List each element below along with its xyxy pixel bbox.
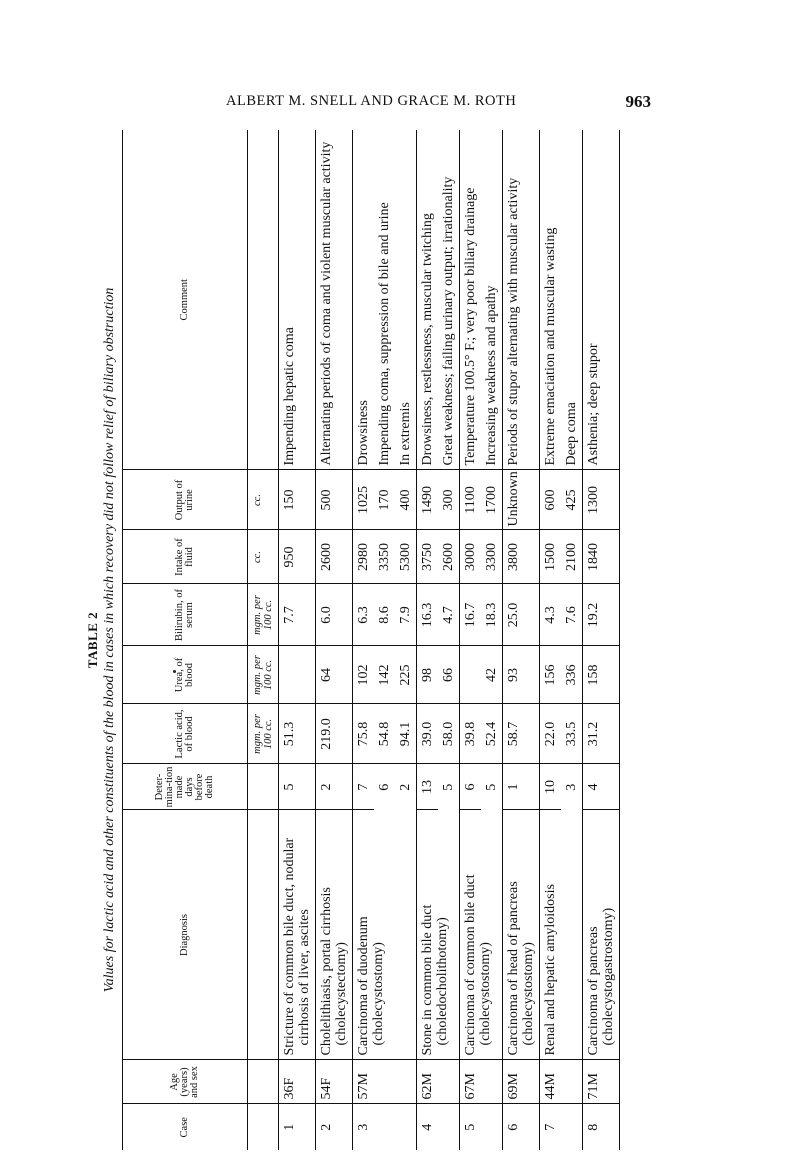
output-value: 400 (395, 470, 417, 530)
lactic-acid-value: 219.0 (316, 704, 353, 764)
data-table (122, 130, 620, 1150)
case-number: 8 (583, 1104, 620, 1150)
table-row (353, 130, 375, 1150)
urea-value: 102 (353, 646, 375, 704)
intake-value: 3750 (417, 530, 439, 584)
urea-value: 142 (374, 646, 395, 704)
urea-value (460, 646, 482, 704)
intake-value: 3000 (460, 530, 482, 584)
age-sex: 44M (540, 1060, 583, 1104)
diagnosis: Carcinoma of duodenum (cholecystostomy) (353, 810, 417, 1060)
days-before-death: 2 (316, 764, 353, 810)
bilirubin-value: 25.0 (503, 584, 540, 646)
output-value: 150 (279, 470, 316, 530)
diagnosis: Renal and hepatic amyloidosis (540, 810, 583, 1060)
output-value: 1025 (353, 470, 375, 530)
bilirubin-value: 18.3 (481, 584, 503, 646)
lactic-acid-value: 54.8 (374, 704, 395, 764)
urea-value: 64 (316, 646, 353, 704)
table-row (583, 130, 620, 1150)
urea-value: 225 (395, 646, 417, 704)
col-header-intake: Intake of fluid (123, 530, 248, 584)
bilirubin-value: 4.3 (540, 584, 562, 646)
age-sex: 54F (316, 1060, 353, 1104)
page-number: 963 (625, 92, 651, 111)
output-value: Unknown (503, 470, 540, 530)
output-value: 500 (316, 470, 353, 530)
output-value: 600 (540, 470, 562, 530)
comment: Drowsiness (353, 130, 375, 470)
lactic-acid-value: 39.8 (460, 704, 482, 764)
output-value: 1300 (583, 470, 620, 530)
page-header (226, 93, 651, 115)
table-body (248, 130, 620, 1150)
header-row (123, 130, 248, 1150)
diagnosis: Stricture of common bile duct, nodular cirrhosis of liver, ascites (279, 810, 316, 1060)
comment: In extremis (395, 130, 417, 470)
col-header-determination: Deter-mina-tion made days before death (123, 764, 248, 810)
table-title: Values for lactic acid and other constituents of the blood in cases in which recovery did not follow relief of biliary obstruction (102, 287, 117, 993)
bilirubin-value: 4.7 (438, 584, 460, 646)
lactic-acid-value: 31.2 (583, 704, 620, 764)
days-before-death: 4 (583, 764, 620, 810)
age-sex: 36F (279, 1060, 316, 1104)
table-row (417, 130, 439, 1150)
urea-value: 158 (583, 646, 620, 704)
case-number: 6 (503, 1104, 540, 1150)
lactic-acid-value: 33.5 (561, 704, 583, 764)
units-cell-empty (248, 130, 279, 470)
output-value: 300 (438, 470, 460, 530)
urea-value: 42 (481, 646, 503, 704)
lactic-acid-value: 75.8 (353, 704, 375, 764)
days-before-death: 5 (279, 764, 316, 810)
comment: Extreme emaciation and muscular wasting (540, 130, 562, 470)
case-number: 1 (279, 1104, 316, 1150)
comment: Drowsiness, restlessness, muscular twitching (417, 130, 439, 470)
days-before-death: 5 (441, 783, 456, 791)
days-before-death: 7 (353, 764, 375, 810)
urea-value: 156 (540, 646, 562, 704)
col-header-output: Output of urine (123, 470, 248, 530)
urea-value (279, 646, 316, 704)
days-before-death: 5 (484, 783, 499, 791)
intake-value: 5300 (395, 530, 417, 584)
comment: Periods of stupor alternating with muscular activity (503, 130, 540, 470)
bilirubin-value: 6.3 (353, 584, 375, 646)
table-caption (86, 130, 120, 1150)
bilirubin-value: 7.9 (395, 584, 417, 646)
intake-value: 3350 (374, 530, 395, 584)
col-header-age: Age (years) and sex (123, 1060, 248, 1104)
col-header-urea: Urea, of blood (123, 646, 248, 704)
comment: Impending hepatic coma (279, 130, 316, 470)
urea-value: 93 (503, 646, 540, 704)
urea-value: 66 (438, 646, 460, 704)
units-intake: cc. (248, 530, 279, 584)
diagnosis: Cholelithiasis, portal cirrhosis (cholecystectomy) (316, 810, 353, 1060)
days-before-death: 6 (377, 783, 392, 791)
age-sex: 71M (583, 1060, 620, 1104)
units-cell-empty (248, 810, 279, 1060)
bilirubin-value: 8.6 (374, 584, 395, 646)
col-header-case: Case (123, 1104, 248, 1150)
case-number: 3 (353, 1104, 417, 1150)
days-before-death: 1 (503, 764, 540, 810)
intake-value: 3300 (481, 530, 503, 584)
col-header-bilirubin: Bilirubin, of serum (123, 584, 248, 646)
bilirubin-value: 7.7 (279, 584, 316, 646)
comment: Deep coma (561, 130, 583, 470)
comment: Asthenia; deep stupor (583, 130, 620, 470)
units-lactic: mgm. per 100 cc. (248, 704, 279, 764)
intake-value: 950 (279, 530, 316, 584)
units-bilirubin: mgm. per 100 cc. (248, 584, 279, 646)
diagnosis: Carcinoma of head of pancreas (cholecystostomy) (503, 810, 540, 1060)
comment: Alternating periods of coma and violent muscular activity (316, 130, 353, 470)
lactic-acid-value: 52.4 (481, 704, 503, 764)
diagnosis: Carcinoma of common bile duct (cholecystostomy) (460, 810, 503, 1060)
units-row (248, 130, 279, 1150)
output-value: 1490 (417, 470, 439, 530)
table-label: TABLE 2 (85, 611, 100, 669)
running-head: ALBERT M. SNELL AND GRACE M. ROTH (226, 93, 517, 109)
col-header-diagnosis: Diagnosis (123, 810, 248, 1060)
output-value: 425 (561, 470, 583, 530)
intake-value: 3800 (503, 530, 540, 584)
bilirubin-value: 16.7 (460, 584, 482, 646)
age-sex: 69M (503, 1060, 540, 1104)
table-row (460, 130, 482, 1150)
diagnosis: Carcinoma of pancreas (cholecystogastrostomy) (583, 810, 620, 1060)
intake-value: 2980 (353, 530, 375, 584)
days-before-death: 3 (564, 783, 579, 791)
units-cell-empty (248, 764, 279, 810)
lactic-acid-value: 22.0 (540, 704, 562, 764)
age-sex: 67M (460, 1060, 503, 1104)
intake-value: 1840 (583, 530, 620, 584)
urea-value: 98 (417, 646, 439, 704)
bilirubin-value: 19.2 (583, 584, 620, 646)
lactic-acid-value: 58.0 (438, 704, 460, 764)
diagnosis: Stone in common bile duct (choledocholithotomy) (417, 810, 460, 1060)
output-value: 1100 (460, 470, 482, 530)
output-value: 170 (374, 470, 395, 530)
urea-value: 336 (561, 646, 583, 704)
units-urea: mgm. per 100 cc. (248, 646, 279, 704)
lactic-acid-value: 39.0 (417, 704, 439, 764)
intake-value: 2600 (438, 530, 460, 584)
case-number: 7 (540, 1104, 583, 1150)
intake-value: 2100 (561, 530, 583, 584)
days-before-death: 2 (398, 783, 413, 791)
intake-value: 1500 (540, 530, 562, 584)
comment: Temperature 100.5° F.; very poor biliary drainage (460, 130, 482, 470)
bilirubin-value: 16.3 (417, 584, 439, 646)
lactic-acid-value: 94.1 (395, 704, 417, 764)
rotated-table-block (86, 130, 678, 1150)
case-number: 2 (316, 1104, 353, 1150)
days-before-death: 10 (540, 764, 562, 810)
units-cell-empty (248, 1060, 279, 1104)
days-before-death: 13 (417, 764, 439, 810)
units-cell-empty (248, 1104, 279, 1150)
days-before-death: 6 (460, 764, 482, 810)
lactic-acid-value: 51.3 (279, 704, 316, 764)
comment: Great weakness; failing urinary output; irrationality (438, 130, 460, 470)
bilirubin-value: 6.0 (316, 584, 353, 646)
bilirubin-value: 7.6 (561, 584, 583, 646)
table-row (316, 130, 353, 1150)
col-header-comment: Comment (123, 130, 248, 470)
units-output: cc. (248, 470, 279, 530)
table-row (279, 130, 316, 1150)
output-value: 1700 (481, 470, 503, 530)
col-header-lactic: Lactic acid, of blood (123, 704, 248, 764)
lactic-acid-value: 58.7 (503, 704, 540, 764)
age-sex: 57M (353, 1060, 417, 1104)
comment: Impending coma, suppression of bile and urine (374, 130, 395, 470)
case-number: 5 (460, 1104, 503, 1150)
comment: Increasing weakness and apathy (481, 130, 503, 470)
intake-value: 2600 (316, 530, 353, 584)
table-row (540, 130, 562, 1150)
table-row (503, 130, 540, 1150)
case-number: 4 (417, 1104, 460, 1150)
age-sex: 62M (417, 1060, 460, 1104)
